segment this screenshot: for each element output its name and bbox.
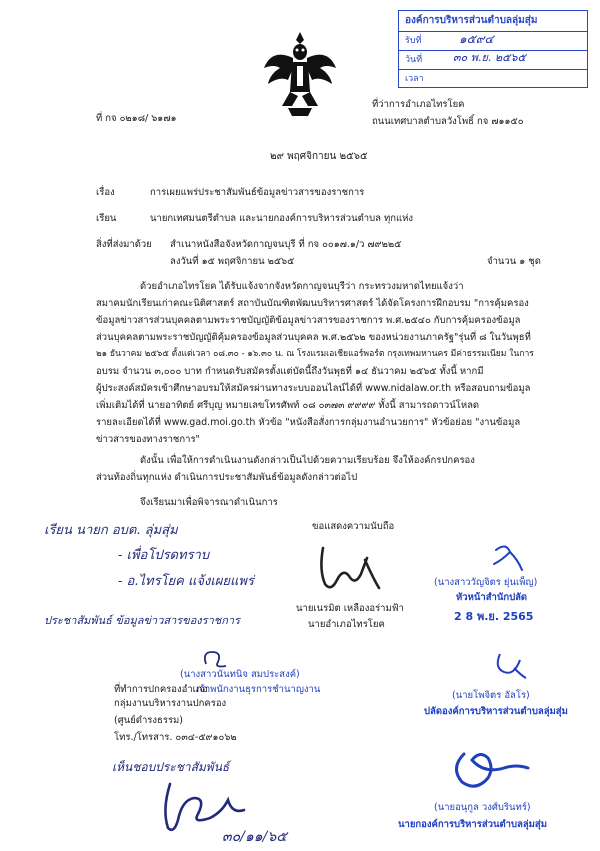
body-line: สมาคมนักเรียนเก่าคณะนิติศาสตร์ สถาบันบัณฑิตพัฒนบริหารศาสตร์ ได้จัดโครงการฝึกอบรม "การคุ้มครอง	[96, 298, 529, 309]
paragraph-2-line-1: ดังนั้น เพื่อให้การดำเนินงานดังกล่าวเป็นไปด้วยความเรียบร้อย จึงให้องค์กรปกครอง	[140, 455, 475, 466]
handwritten-note-line-1: เรียน นายก อบต. ลุ่มสุ่ม	[44, 523, 178, 538]
handwritten-note-line-4: ประชาสัมพันธ์ ข้อมูลข่าวสารของราชการ	[44, 614, 240, 627]
office-line-1: ที่ว่าการอำเภอไทรโยค	[372, 99, 465, 110]
stamp-date-row	[399, 51, 587, 70]
document-date: ๒๙ พฤศจิกายน ๒๕๖๕	[270, 151, 368, 162]
stamp-date-value: ๓๐ พ.ย. ๒๕๖๕	[453, 51, 526, 64]
handwritten-approval: เห็นชอบประชาสัมพันธ์	[112, 760, 230, 774]
ref-no-text: ที่ กจ ๐๒๑๘/ ๖๑๗๑	[96, 113, 177, 124]
body-line: ข่าวสารของทางราชการ"	[96, 434, 200, 445]
received-stamp	[398, 10, 588, 88]
subject-text: การเผยแพร่ประชาสัมพันธ์ข้อมูลข่าวสารของราชการ	[150, 187, 365, 198]
district-chief-signature-icon	[315, 540, 385, 595]
deputy-signature-icon	[490, 650, 530, 680]
body-line: ข้อมูลข่าวสารส่วนบุคคลตามพระราชบัญญัติข้อมูลข่าวสารของราชการ พ.ศ.๒๕๔๐ กับการคุ้มครองข้อมูล	[96, 315, 521, 326]
closing-line: จึงเรียนมาเพื่อพิจารณาดำเนินการ	[140, 497, 278, 508]
footer-line-3: (ศูนย์ดำรงธรรม)	[114, 715, 184, 726]
mayor-title: นายกองค์การบริหารส่วนตำบลลุ่มสุ่ม	[398, 819, 547, 830]
reference-number	[96, 112, 177, 125]
office-head-signature-icon	[488, 540, 528, 576]
signer-name: นายเนรมิต เหลืองอร่ามฟ้า	[296, 603, 404, 614]
handwritten-approval-date: ๓๐/๑๑/๖๕	[222, 829, 287, 845]
mayor-name: (นายอนุกูล วงศ์บรินทร์)	[434, 802, 531, 813]
office-line-2: ถนนเทศบาลตำบลวังโพธิ์ กจ ๗๑๑๕๐	[372, 116, 524, 127]
attachment-line-2: ลงวันที่ ๑๕ พฤศจิกายน ๒๕๖๕	[170, 256, 295, 267]
stamp-date-label: วันที่	[405, 55, 423, 65]
stamp-received-no: ๑๕๙๔	[459, 32, 494, 46]
office-head-title: หัวหน้าสำนักปลัด	[456, 592, 528, 603]
stamp-org: องค์การบริหารส่วนตำบลลุ่มสุ่ม	[399, 11, 587, 32]
stamp-received-label: รับที่	[405, 36, 422, 46]
staff-title: เจ้าพนักงานธุรการชำนาญงาน	[196, 684, 321, 695]
body-line: อบรม จำนวน ๓,๐๐๐ บาท กำหนดรับสมัครตั้งแต่บัดนี้ถึงวันพุธที่ ๑๔ ธันวาคม ๒๕๖๕ ทั้งนี้ หากมี	[96, 366, 484, 377]
footer-line-4: โทร./โทรสาร. ๐๓๔-๕๙๑๐๖๒	[114, 732, 237, 743]
attachment-line-1: สำเนาหนังสือจังหวัดกาญจนบุรี ที่ กจ ๐๐๑๗.๑/ว ๗๙๒๒๕	[170, 239, 402, 250]
paragraph-2-line-2: ส่วนท้องถิ่นทุกแห่ง ดำเนินการประชาสัมพันธ์ข้อมูลดังกล่าวต่อไป	[96, 472, 358, 483]
to-text: นายกเทศมนตรีตำบล และนายกองค์การบริหารส่วนตำบล ทุกแห่ง	[150, 213, 414, 224]
body-line: ๒๑ ธันวาคม ๒๕๖๕ ตั้งแต่เวลา ๐๘.๓๐ - ๑๖.๓๐ น. ณ โรงแรมเอเชียแอร์พอร์ต กรุงเทพมหานคร มีค่าธรรมเนียม ในการ	[96, 349, 534, 359]
signer-position: นายอำเภอไทรโยค	[308, 619, 385, 630]
office-head-date: 2 8 พ.ย. 2565	[454, 610, 534, 623]
body-line: รายละเอียดได้ที่ www.gad.moi.go.th หัวข้อ "หนังสือสั่งการกลุ่มงานอำนวยการ" หัวข้อย่อย "งานข้อมูล	[96, 417, 521, 428]
attachment-quantity: จำนวน ๑ ชุด	[487, 256, 541, 267]
handwritten-note-line-3: - อ.ไทรโยค แจ้งเผยแพร่	[118, 574, 254, 589]
body-line: ผู้ประสงค์สมัครเข้าศึกษาอบรมให้สมัครผ่านทางระบบออนไลน์ได้ที่ www.nidalaw.or.th หรือสอบถามข้อมูล	[96, 383, 531, 394]
staff-initial-icon	[198, 646, 238, 670]
stamp-time-label: เวลา	[405, 74, 424, 84]
deputy-title: ปลัดองค์การบริหารส่วนตำบลลุ่มสุ่ม	[424, 706, 568, 717]
subject-label: เรื่อง	[96, 187, 115, 198]
deputy-name: (นายโพจิตร อัลโร)	[452, 690, 530, 701]
staff-name: (นางสาวนันทนิจ สมประสงค์)	[180, 669, 300, 680]
regards-text: ขอแสดงความนับถือ	[312, 521, 395, 532]
footer-line-1: ที่ทำการปกครองอำเภอ	[114, 684, 208, 695]
to-label: เรียน	[96, 213, 117, 224]
footer-line-2: กลุ่มงานบริหารงานปกครอง	[114, 698, 227, 709]
garuda-emblem-icon	[260, 28, 340, 120]
body-line: เพิ่มเติมได้ที่ นายอาทิตย์ ศรีบุญ หมายเลขโทรศัพท์ ๐๘ ๐๓๗๓ ๙๙๙๙ ทั้งนี้ สามารถดาวน์โหลด	[96, 400, 480, 411]
body-line: ด้วยอำเภอไทรโยค ได้รับแจ้งจากจังหวัดกาญจนบุรีว่า กระทรวงมหาดไทยแจ้งว่า	[140, 281, 464, 292]
stamp-time-row	[399, 70, 587, 88]
mayor-signature-icon	[444, 738, 534, 798]
attachment-label: สิ่งที่ส่งมาด้วย	[96, 239, 152, 250]
body-paragraph	[96, 278, 536, 448]
body-line: ส่วนบุคคลตามพระราชบัญญัติคุ้มครองข้อมูลส่วนบุคคล พ.ศ.๒๕๖๒ ของหน่วยงานภาครัฐ"รุ่นที่ ๘ ในวันพุธที่	[96, 332, 531, 343]
office-head-name: (นางสาววัญจิตร ยุ่นเพ็ญ)	[434, 577, 538, 588]
handwritten-note-line-2: - เพื่อโปรดทราบ	[118, 548, 210, 563]
